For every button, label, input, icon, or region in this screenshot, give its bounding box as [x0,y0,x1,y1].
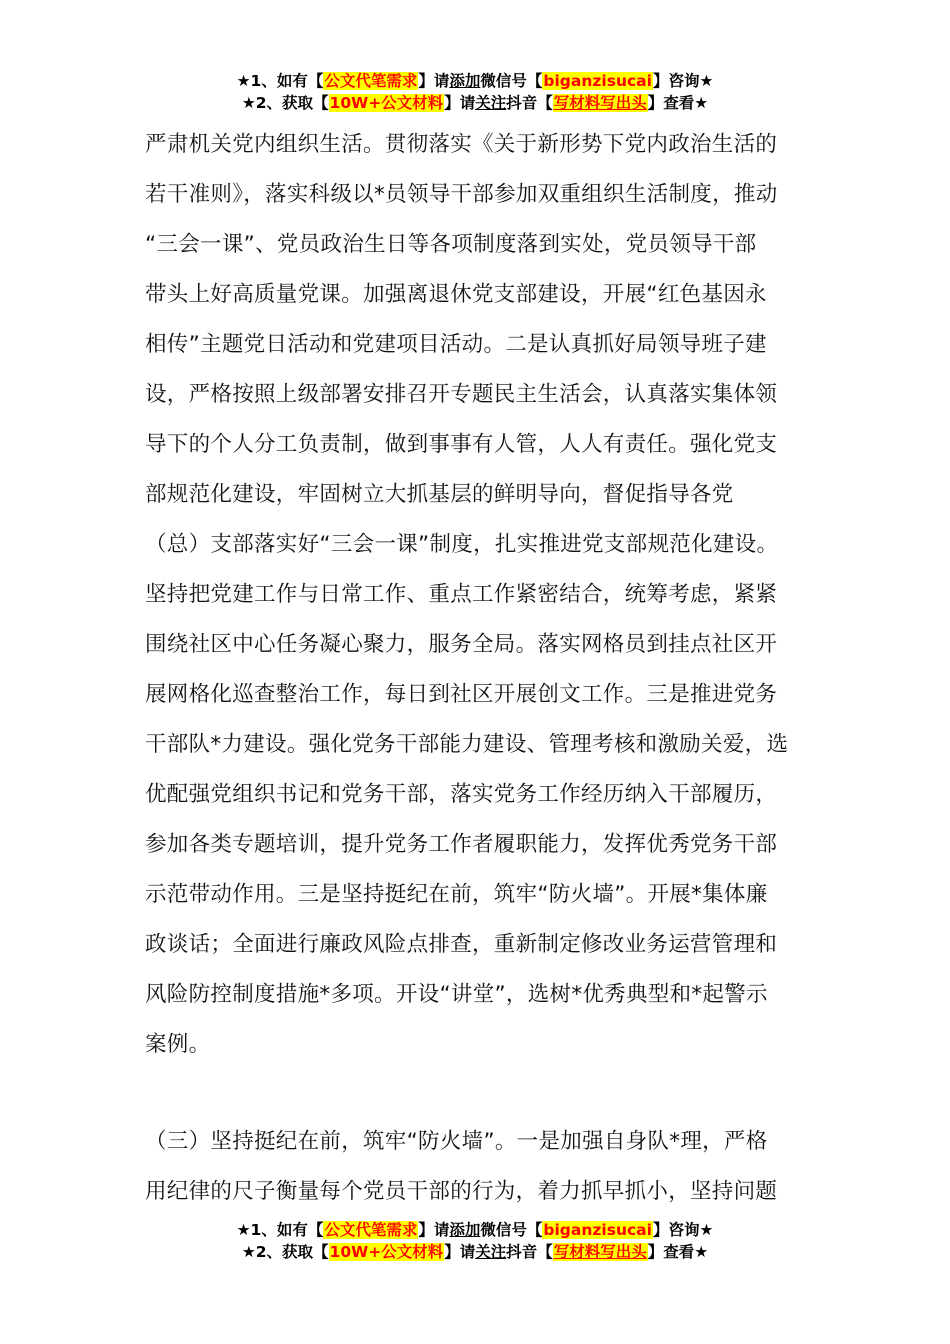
header-banner [0,70,950,114]
star-icon: ★ [241,1243,256,1261]
banner-text: 2、获取【 [255,94,329,112]
footer-banner [0,1219,950,1263]
highlight-wechat-id: biganzisucai [543,1221,652,1239]
text-line: （三）坚持挺纪在前，筑牢“防火墙”。一是加强自身队*理，严格 [145,1129,768,1154]
text-line: 带头上好高质量党课。加强离退休党支部建设，开展“红色基因永 [145,282,767,307]
banner-text: 微信号【 [480,72,543,90]
text-line: 严肃机关党内组织生活。贯彻落实《关于新形势下党内政治生活的 [145,132,778,157]
banner-text: 】请 [444,94,476,112]
banner-line-2 [0,1241,950,1263]
highlight-wechat-id: biganzisucai [543,72,652,90]
text-line: 示范带动作用。三是坚持挺纪在前，筑牢“防火墙”。开展*集体廉 [145,882,768,907]
banner-text: 】请 [418,1221,450,1239]
banner-text: 1、如有【 [250,1221,324,1239]
text-line: “三会一课”、党员政治生日等各项制度落到实处，党员领导干部 [145,232,757,257]
banner-text: 】查看★ [647,94,709,112]
text-line: 案例。 [145,1032,211,1057]
text-line: 用纪律的尺子衡量每个党员干部的行为，着力抓早抓小，坚持问题 [145,1179,778,1204]
banner-text: 抖音【 [506,1243,553,1261]
text-line: 若干准则》，落实科级以*员领导干部参加双重组织生活制度，推动 [145,182,778,207]
text-line: 参加各类专题培训，提升党务工作者履职能力，发挥优秀党务干部 [145,832,778,857]
text-line: 导下的个人分工负责制，做到事事有人管，人人有责任。强化党支 [145,432,778,457]
text-line: 相传”主题党日活动和党建项目活动。二是认真抓好局领导班子建 [145,332,767,357]
banner-text: 1、如有【 [250,72,324,90]
text-line: 围绕社区中心任务凝心聚力，服务全局。落实网格员到挂点社区开 [145,632,778,657]
body-paragraph-2 [145,1117,825,1217]
underlined-word: 关注 [475,1243,507,1261]
text-line: 风险防控制度措施*多项。开设“讲堂”，选树*优秀典型和*起警示 [145,982,768,1007]
underlined-word: 添加 [449,1221,481,1239]
text-line: 展网格化巡查整治工作，每日到社区开展创文工作。三是推进党务 [145,682,778,707]
highlight-douyin-account: 写材料写出头 [553,1243,647,1261]
banner-text: 】请 [444,1243,476,1261]
banner-text: 】咨询★ [652,72,714,90]
text-line: （总）支部落实好“三会一课”制度，扎实推进党支部规范化建设。 [145,532,779,557]
text-line: 政谈话；全面进行廉政风险点排查，重新制定修改业务运营管理和 [145,932,778,957]
text-line: 设，严格按照上级部署安排召开专题民主生活会，认真落实集体领 [145,382,778,407]
text-line: 优配强党组织书记和党务干部，落实党务工作经历纳入干部履历， [145,782,778,807]
banner-line-1 [0,1219,950,1241]
star-icon: ★ [236,72,251,90]
banner-text: 微信号【 [480,1221,543,1239]
body-paragraph-1 [145,120,825,1070]
banner-text: 抖音【 [506,94,553,112]
text-line: 部规范化建设，牢固树立大抓基层的鲜明导向，督促指导各党 [145,482,734,507]
banner-line-1 [0,70,950,92]
highlight-materials: 10W+公文材料 [329,94,444,112]
star-icon: ★ [236,1221,251,1239]
text-line: 干部队*力建设。强化党务干部能力建设、管理考核和激励关爱，选 [145,732,789,757]
banner-line-2 [0,92,950,114]
text-line: 坚持把党建工作与日常工作、重点工作紧密结合，统筹考虑，紧紧 [145,582,778,607]
highlight-materials: 10W+公文材料 [329,1243,444,1261]
underlined-word: 关注 [475,94,507,112]
highlight-service: 公文代笔需求 [324,1221,418,1239]
banner-text: 】查看★ [647,1243,709,1261]
underlined-word: 添加 [449,72,481,90]
banner-text: 】咨询★ [652,1221,714,1239]
highlight-douyin-account: 写材料写出头 [553,94,647,112]
banner-text: 2、获取【 [255,1243,329,1261]
banner-text: 】请 [418,72,450,90]
highlight-service: 公文代笔需求 [324,72,418,90]
star-icon: ★ [241,94,256,112]
